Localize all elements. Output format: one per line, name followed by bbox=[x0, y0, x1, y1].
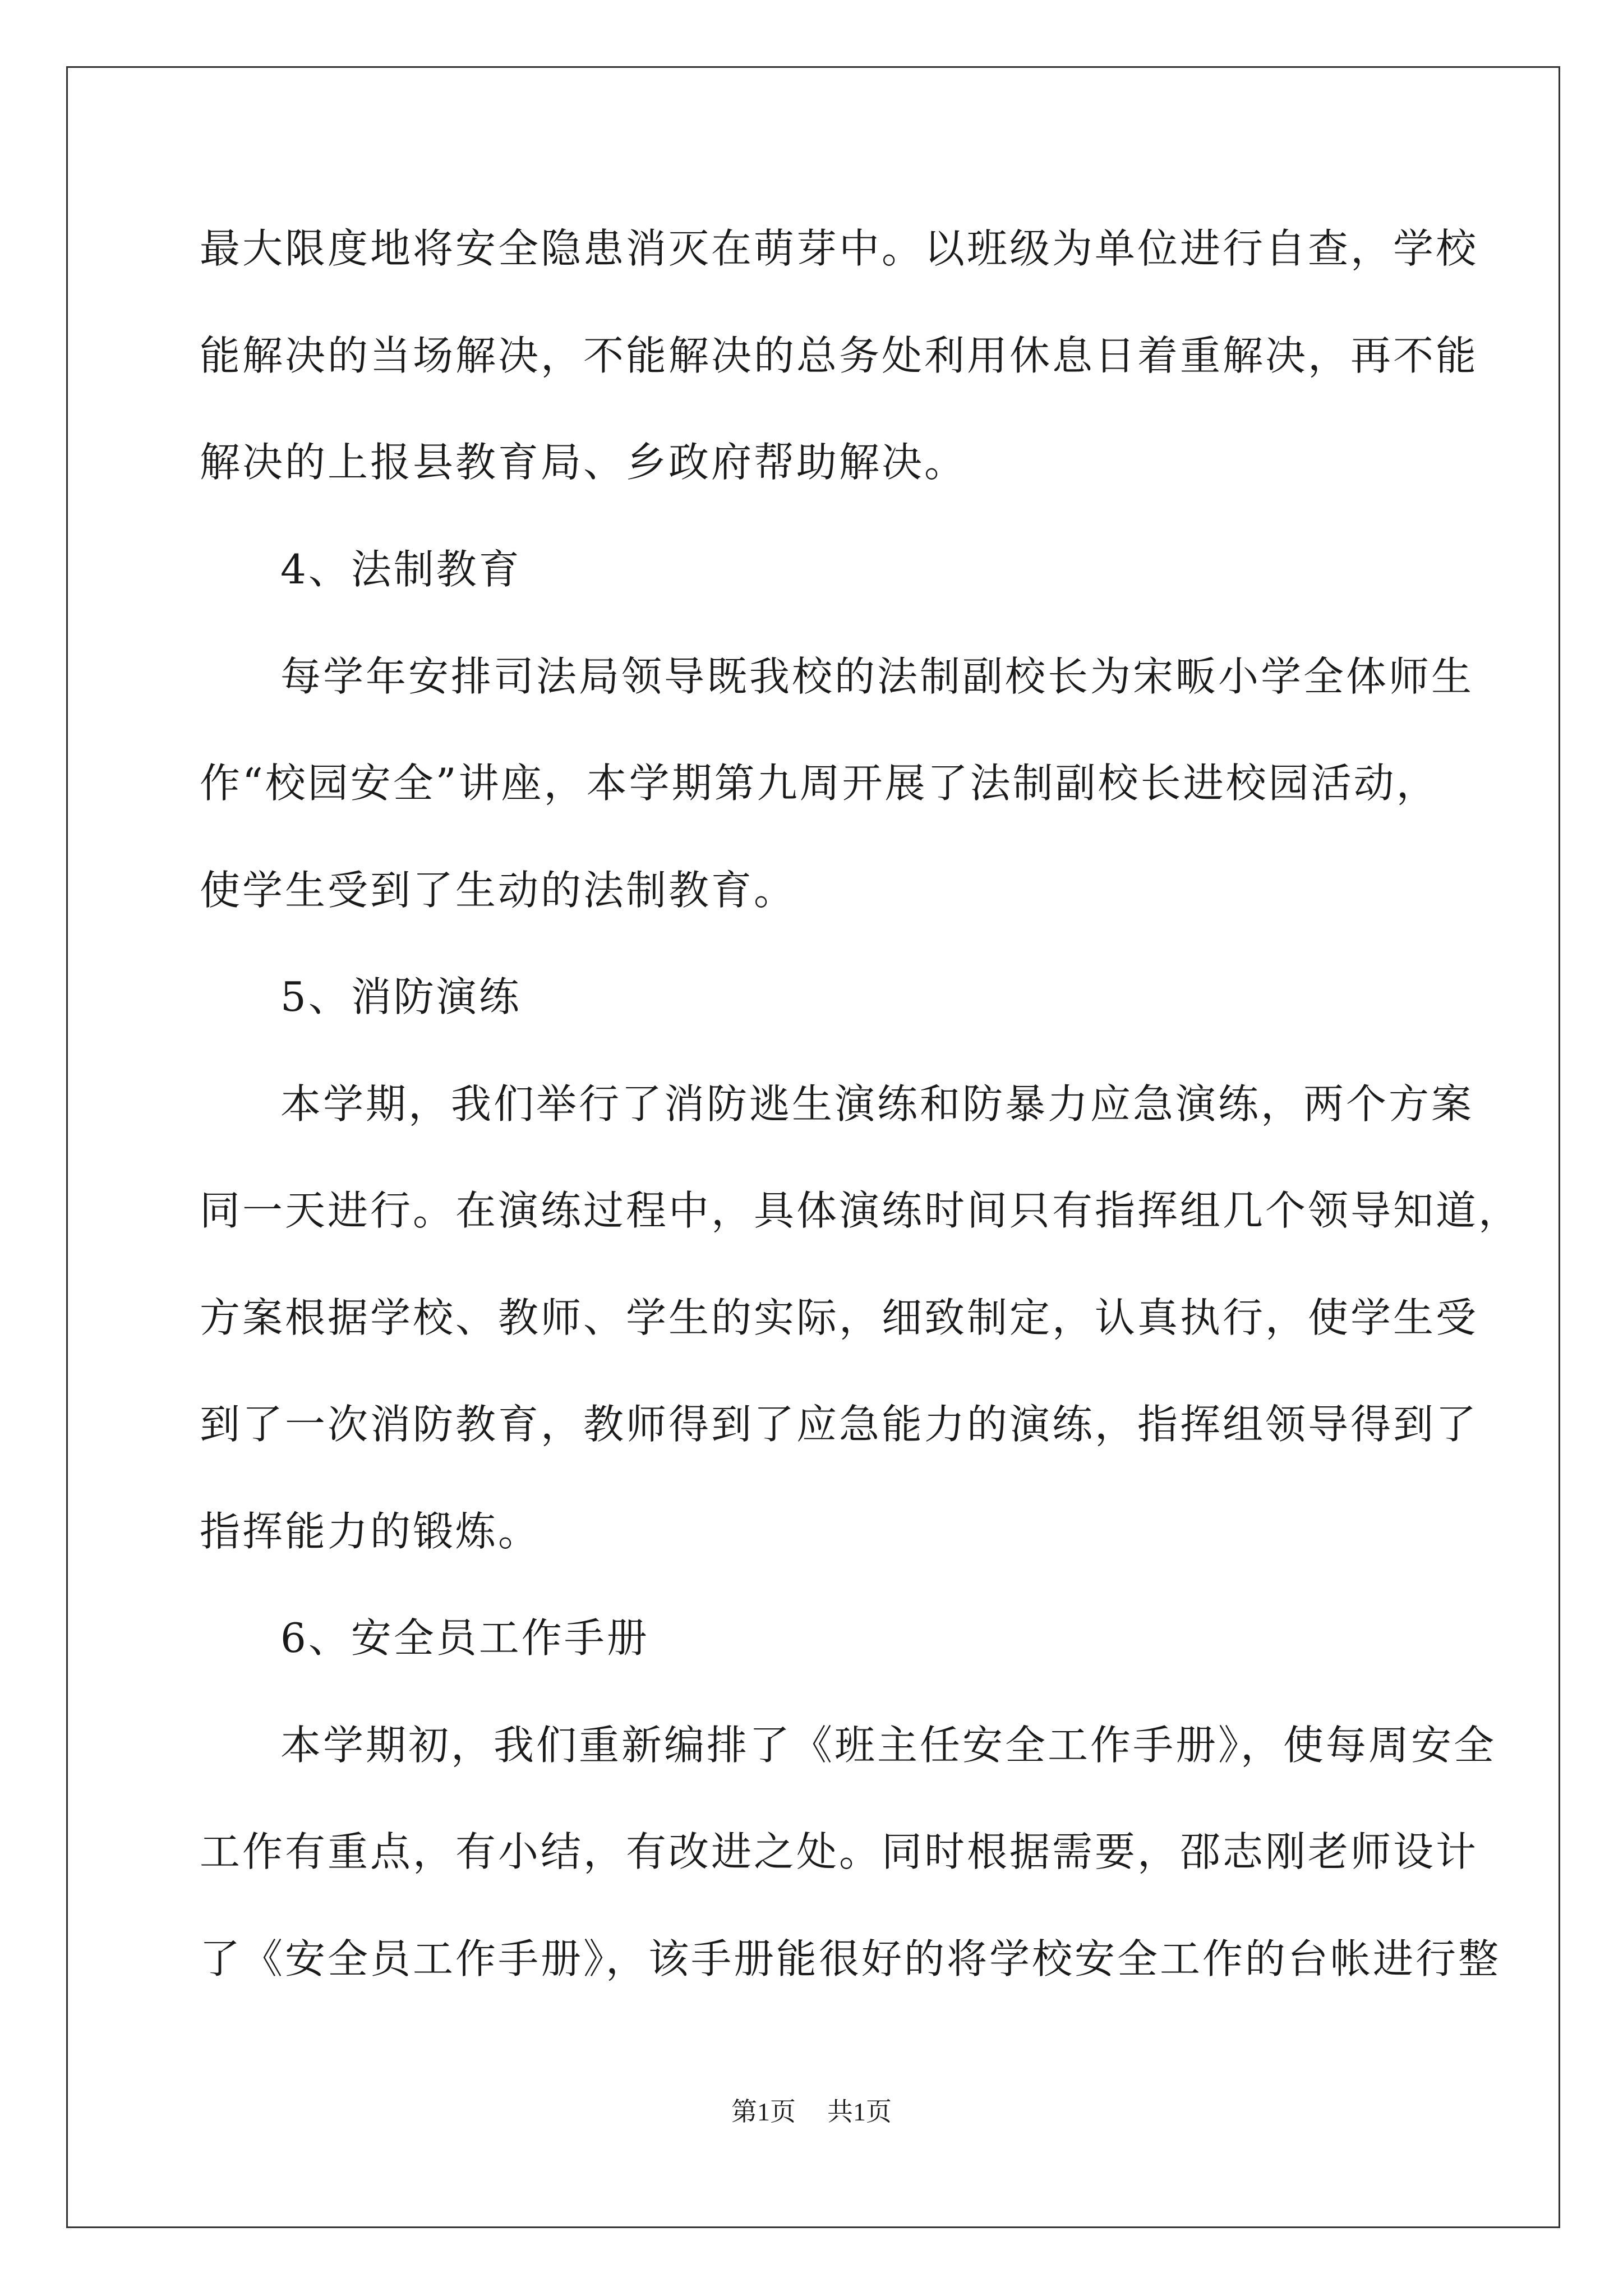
body-line: 最大限度地将安全隐患消灭在萌芽中。以班级为单位进行自查，学校 bbox=[200, 225, 1479, 272]
page-number-current: 第1页 bbox=[731, 2097, 796, 2126]
body-line: 使学生受到了生动的法制教育。 bbox=[200, 867, 797, 914]
body-line: 指挥能力的锻炼。 bbox=[200, 1508, 541, 1555]
page-footer bbox=[0, 2091, 1623, 2128]
body-line: 本学期，我们举行了消防逃生演练和防暴力应急演练，两个方案 bbox=[280, 1080, 1474, 1128]
body-line: 本学期初，我们重新编排了《班主任安全工作手册》，使每周安全 bbox=[280, 1722, 1497, 1769]
body-line: 作“校园安全”讲座，本学期第九周开展了法制副校长进校园活动， bbox=[200, 760, 1439, 807]
body-line: 解决的上报县教育局、乡政府帮助解决。 bbox=[200, 439, 967, 486]
body-line: 方案根据学校、教师、学生的实际，细致制定，认真执行，使学生受 bbox=[200, 1294, 1479, 1341]
section-heading-5: 5、消防演练 bbox=[280, 973, 522, 1020]
page-border bbox=[66, 66, 1560, 2228]
section-heading-6: 6、安全员工作手册 bbox=[280, 1614, 649, 1662]
body-line: 能解决的当场解决，不能解决的总务处利用休息日着重解决，再不能 bbox=[200, 332, 1479, 379]
body-line: 工作有重点，有小结，有改进之处。同时根据需要，邵志刚老师设计 bbox=[200, 1828, 1479, 1875]
body-line: 到了一次消防教育，教师得到了应急能力的演练，指挥组领导得到了 bbox=[200, 1401, 1479, 1448]
body-line: 了《安全员工作手册》，该手册能很好的将学校安全工作的台帐进行整 bbox=[200, 1935, 1501, 1982]
body-line: 每学年安排司法局领导既我校的法制副校长为宋畈小学全体师生 bbox=[280, 653, 1474, 700]
section-heading-4: 4、法制教育 bbox=[280, 546, 522, 593]
body-line: 同一天进行。在演练过程中，具体演练时间只有指挥组几个领导知道， bbox=[200, 1187, 1521, 1234]
page-number-total: 共1页 bbox=[827, 2097, 892, 2126]
